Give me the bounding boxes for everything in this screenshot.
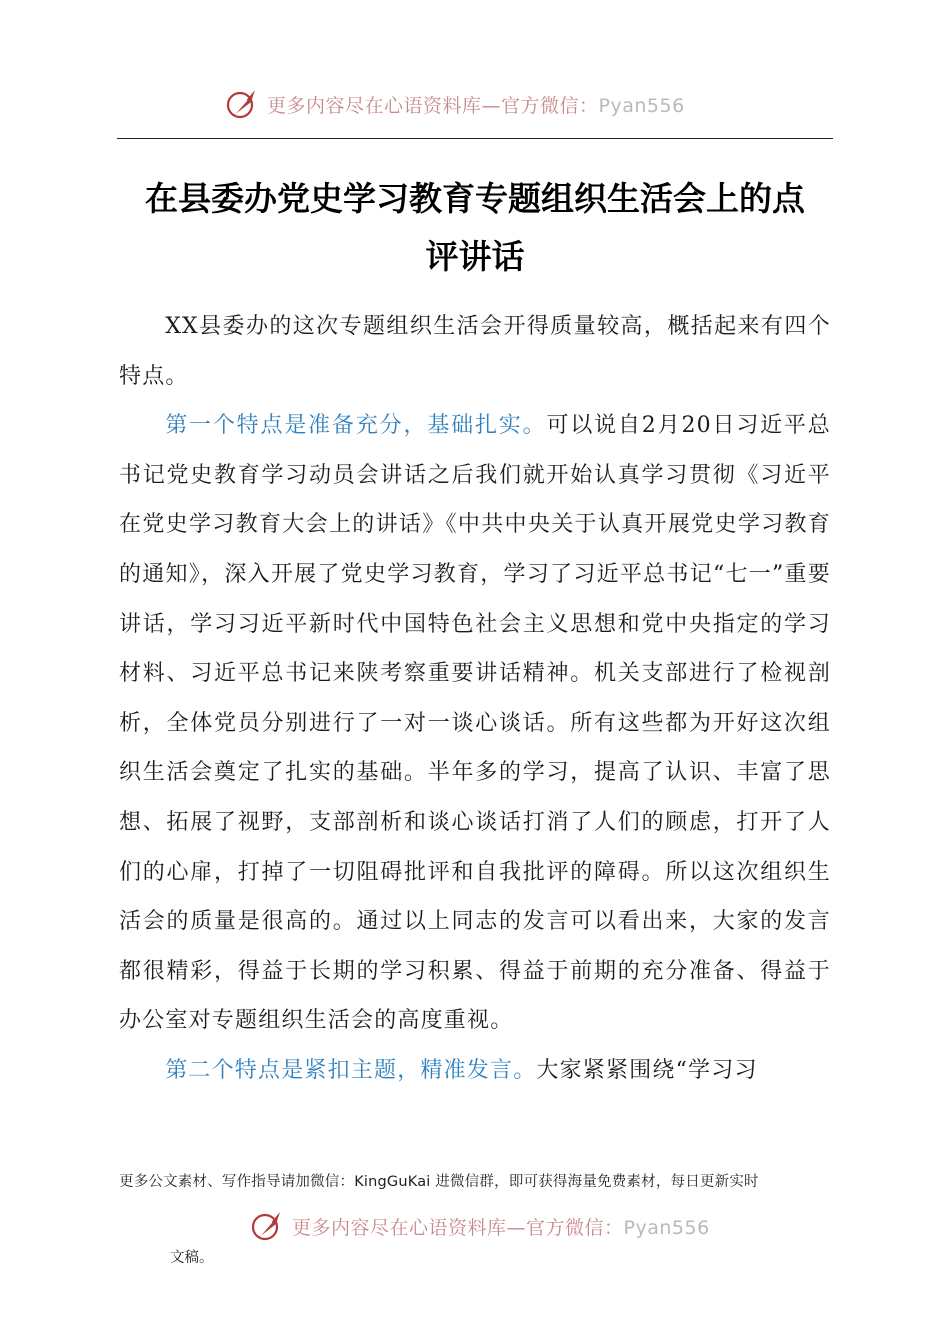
paragraph-intro: XX县委办的这次专题组织生活会开得质量较高，概括起来有四个特点。 xyxy=(119,314,831,389)
footer-watermark-banner xyxy=(250,1206,750,1246)
footer-note: 更多公文素材、写作指导请加微信：KingGuKai 进微信群，即可获得海量免费素材，每日更新实时 xyxy=(119,1174,759,1190)
quill-pen-icon xyxy=(250,1208,286,1244)
paragraph-point-one: 第一个特点是准备充分，基础扎实。可以说自2月20日习近平总书记党史教育学习动员会讲话之后我们就开始认真学习贯彻《习近平在党史学习教育大会上的讲话》《中共中央关于认真开展党史学习教育的通知》，深入开展了党史学习教育，学习了习近平总书记“七一”重要讲话，学习习近平新时代中国特色社会主义思想和党中央指定的学习材料、习近平总书记来陕考察重要讲话精神。机关支部进行了检视剖析，全体党员分别进行了一对一谈心谈话。所有这些都为开好这次组织生活会奠定了扎实的基础。半年多的学习，提高了认识、丰富了思想、拓展了视野，支部剖析和谈心谈话打消了人们的顾虑，打开了人们的心扉，打掉了一切阻碍批评和自我批评的障碍。所以这次组织生活会的质量是很高的。通过以上同志的发言可以看出来，大家的发言都很精彩，得益于长期的学习积累、得益于前期的充分准备、得益于办公室对专题组织生活会的高度重视。 xyxy=(119,413,832,1034)
header-divider xyxy=(117,138,833,139)
header-banner-text: 更多内容尽在心语资料库—官方微信：Pyan556 xyxy=(267,94,685,117)
paragraph-point-two: 第二个特点是紧扣主题，精准发言。大家紧紧围绕“学习习 xyxy=(165,1057,758,1083)
header-watermark-banner xyxy=(225,84,725,124)
footer-banner-text: 更多内容尽在心语资料库—官方微信：Pyan556 xyxy=(292,1216,710,1239)
point-heading: 第二个特点是紧扣主题，精准发言。 xyxy=(165,1057,537,1083)
page-title: 在县委办党史学习教育专题组织生活会上的点 评讲话 xyxy=(145,179,805,276)
point-heading: 第一个特点是准备充分，基础扎实。 xyxy=(165,413,547,439)
quill-pen-icon xyxy=(225,86,261,122)
document-body xyxy=(119,302,831,1096)
footer-note-tail: 文稿。 xyxy=(170,1250,214,1266)
